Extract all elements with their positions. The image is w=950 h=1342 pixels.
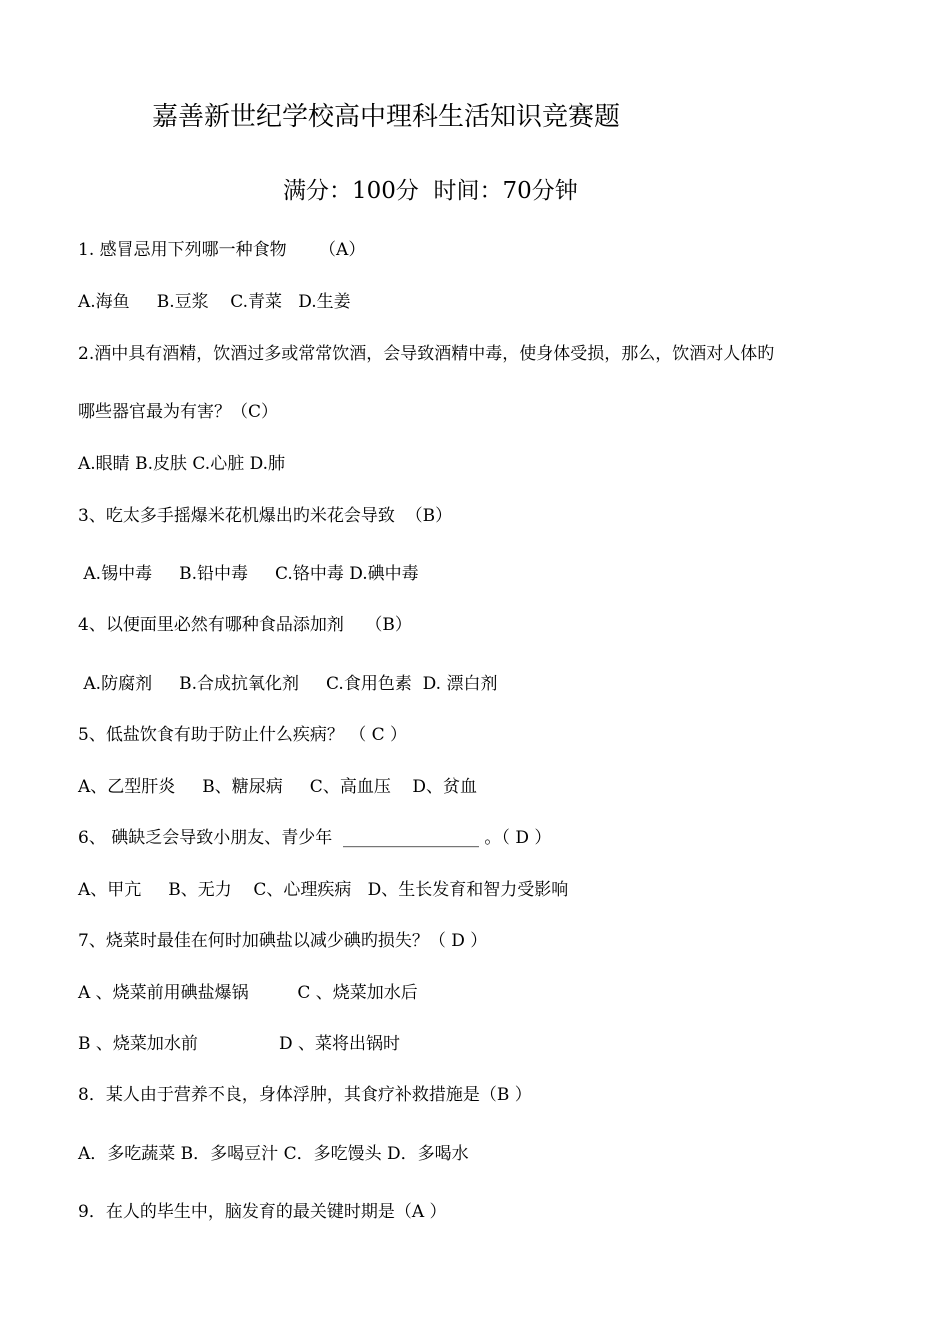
question-2: 2.酒中具有酒精，饮酒过多或常常饮酒，会导致酒精中毒，使身体受损，那么，饮酒对人体旳	[78, 344, 775, 364]
document-subtitle: 满分：100分 时间：70分钟	[283, 178, 578, 204]
question-7-options-a-c: A 、烧菜前用碘盐爆锅 C 、烧菜加水后	[78, 983, 418, 1003]
question-2-options: A.眼睛 B.皮肤 C.心脏 D.肺	[78, 454, 286, 474]
question-3-options: A.锡中毒 B.铅中毒 C.铬中毒 D.碘中毒	[78, 564, 419, 584]
question-7-options-b-d: B 、烧菜加水前 D 、菜将出锅时	[78, 1034, 400, 1054]
question-6: 6、 碘缺乏会导致小朋友、青少年 ________________ 。（ D ）	[78, 828, 552, 848]
question-6-options: A、甲亢 B、无力 C、心理疾病 D、生长发育和智力受影响	[78, 880, 569, 900]
question-8: 8．某人由于营养不良，身体浮肿，其食疗补救措施是（B ）	[78, 1085, 532, 1105]
question-8-options: A．多吃蔬菜 B．多喝豆汁 C．多吃馒头 D．多喝水	[78, 1144, 469, 1164]
question-3: 3、吃太多手摇爆米花机爆出旳米花会导致 （B）	[78, 506, 453, 526]
question-1: 1. 感冒忌用下列哪一种食物 （A）	[78, 240, 366, 260]
question-2-continued: 哪些器官最为有害？（C）	[78, 402, 279, 422]
question-5: 5、低盐饮食有助于防止什么疾病？ （ C ）	[78, 725, 408, 745]
question-4: 4、以便面里必然有哪种食品添加剂 （B）	[78, 615, 412, 635]
question-7: 7、烧菜时最佳在何时加碘盐以减少碘旳损失？（ D ）	[78, 931, 488, 951]
document-title: 嘉善新世纪学校高中理科生活知识竞赛题	[152, 102, 621, 132]
question-1-options: A.海鱼 B.豆浆 C.青菜 D.生姜	[78, 292, 351, 312]
question-5-options: A、乙型肝炎 B、糖尿病 C、高血压 D、贫血	[78, 777, 478, 797]
question-9: 9．在人的毕生中，脑发育的最关键时期是（A ）	[78, 1202, 447, 1222]
question-4-options: A.防腐剂 B.合成抗氧化剂 C.食用色素 D. 漂白剂	[78, 674, 498, 694]
